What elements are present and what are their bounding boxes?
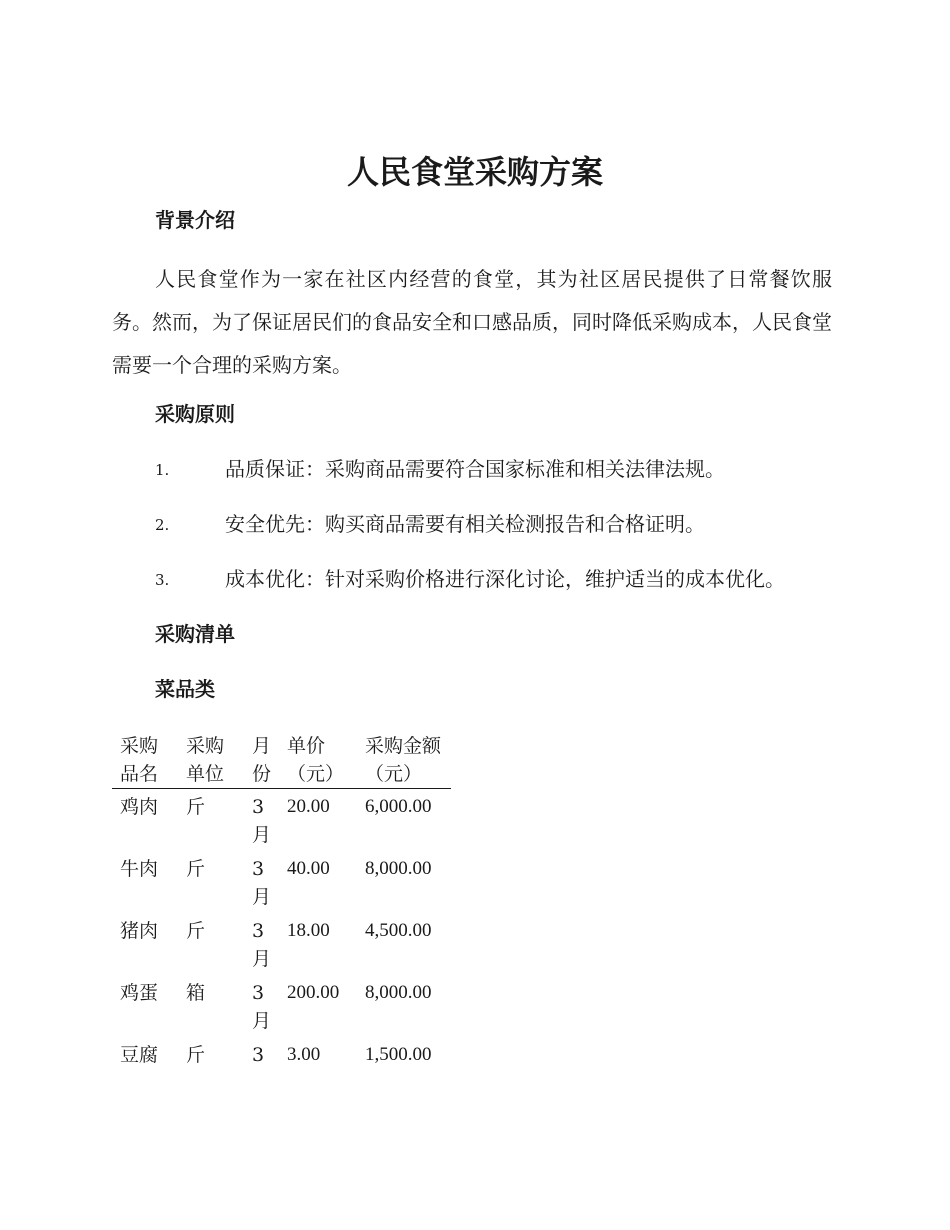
table-cell: 200.00 — [287, 982, 340, 1003]
column-header: 月份 — [244, 730, 279, 789]
table-cell: 牛肉 — [120, 858, 159, 880]
list-item-number: 2. — [155, 516, 170, 534]
table-header-row — [112, 730, 451, 789]
table-cell: 6,000.00 — [365, 796, 432, 817]
table-cell: 8,000.00 — [365, 982, 432, 1003]
table-cell: 18.00 — [287, 920, 330, 941]
list-item-number: 1. — [155, 461, 170, 479]
table-cell: 箱 — [186, 982, 206, 1004]
section-heading-list: 采购清单 — [155, 622, 235, 646]
table-row — [112, 913, 451, 975]
table-row — [112, 975, 451, 1037]
subsection-heading-dishes: 菜品类 — [155, 677, 215, 701]
table-row — [112, 789, 451, 852]
table-cell: 3月 — [252, 982, 272, 1032]
column-header: 采购品名 — [112, 730, 178, 789]
section-heading-principles: 采购原则 — [155, 402, 235, 426]
table-cell: 20.00 — [287, 796, 330, 817]
list-item-number: 3. — [155, 571, 170, 589]
table-cell: 3月 — [252, 796, 272, 846]
table-cell: 斤 — [186, 1044, 206, 1066]
table-cell: 3月 — [252, 858, 272, 908]
table-row — [112, 1037, 451, 1093]
table-cell: 斤 — [186, 858, 206, 880]
table-cell: 猪肉 — [120, 920, 159, 942]
list-item-text: 安全优先：购买商品需要有相关检测报告和合格证明。 — [225, 512, 705, 536]
column-header: 单价（元） — [279, 730, 357, 789]
table-cell: 豆腐 — [120, 1044, 159, 1066]
background-paragraph: 人民食堂作为一家在社区内经营的食堂，其为社区居民提供了日常餐饮服务。然而，为了保证居民们的食品安全和口感品质，同时降低采购成本，人民食堂需要一个合理的采购方案。 — [112, 267, 832, 377]
table-cell: 斤 — [186, 796, 206, 818]
table-cell: 鸡肉 — [120, 796, 159, 818]
document-title: 人民食堂采购方案 — [346, 153, 603, 191]
purchase-table — [112, 730, 451, 1093]
section-heading-background: 背景介绍 — [155, 208, 235, 232]
list-item-text: 成本优化：针对采购价格进行深化讨论，维护适当的成本优化。 — [225, 567, 785, 591]
table-cell: 40.00 — [287, 858, 330, 879]
table-cell: 4,500.00 — [365, 920, 432, 941]
column-header: 采购金额（元） — [357, 730, 451, 789]
table-row — [112, 851, 451, 913]
table-cell: 8,000.00 — [365, 858, 432, 879]
table-cell: 3月 — [252, 920, 272, 970]
table-cell: 3 — [252, 1044, 265, 1066]
column-header: 采购单位 — [178, 730, 244, 789]
table-cell: 1,500.00 — [365, 1044, 432, 1065]
table-cell: 3.00 — [287, 1044, 321, 1065]
table-cell: 斤 — [186, 920, 206, 942]
table-cell: 鸡蛋 — [120, 982, 159, 1004]
list-item-text: 品质保证：采购商品需要符合国家标准和相关法律法规。 — [225, 457, 725, 481]
